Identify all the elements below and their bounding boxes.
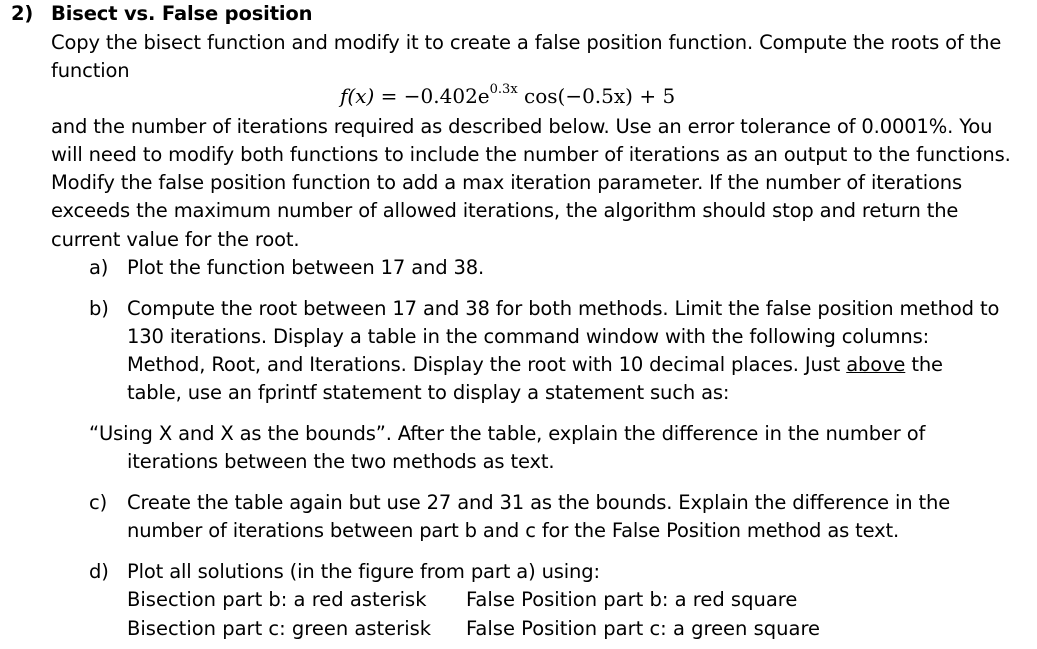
part-c-line-2: number of iterations between part b and c for the False Position method as text. [127, 519, 900, 542]
equation-rest: cos(−0.5x) + 5 [517, 84, 676, 108]
part-b-line-3 [127, 353, 943, 377]
part-b-quote-line-2: iterations between the two methods as text. [127, 450, 555, 473]
part-c-label: c) [89, 491, 108, 514]
part-b-line-3-text: Method, Root, and Iterations. Display the root with 10 decimal places. Just [127, 353, 847, 376]
part-d-label: d) [89, 560, 109, 583]
marker-false-position-c: False Position part c: a green square [466, 617, 821, 640]
equation-equals: = [380, 84, 398, 108]
part-c-line-1: Create the table again but use 27 and 31 as the bounds. Explain the difference in the [127, 491, 951, 514]
part-b-line-2: 130 iterations. Display a table in the command window with the following columns: [127, 325, 930, 348]
body-line-3: Modify the false position function to add a max iteration parameter. If the number of iterations [51, 171, 962, 194]
intro-line-2: function [51, 59, 130, 82]
intro-line-1: Copy the bisect function and modify it to create a false position function. Compute the roots of the [51, 31, 1002, 54]
part-d-text: Plot all solutions (in the figure from part a) using: [127, 560, 600, 583]
part-a-label: a) [89, 256, 109, 279]
part-b-line-1: Compute the root between 17 and 38 for both methods. Limit the false position method to [127, 297, 1000, 320]
equation-lhs: f(x) [340, 84, 375, 108]
equation [340, 84, 675, 108]
problem-title: Bisect vs. False position [51, 2, 313, 25]
part-b-line-3-tail: the [905, 353, 943, 376]
underlined-word: above [846, 353, 906, 376]
problem-number: 2) [11, 2, 34, 25]
equation-coef: −0.402e [403, 84, 490, 108]
equation-exponent: 0.3x [489, 82, 518, 98]
body-line-2: will need to modify both functions to include the number of iterations as an output to the functions. [51, 143, 1011, 166]
body-line-1: and the number of iterations required as described below. Use an error tolerance of 0.0001%. You [51, 115, 993, 138]
part-a-text: Plot the function between 17 and 38. [127, 256, 485, 279]
part-b-line-4: table, use an fprintf statement to display a statement such as: [127, 381, 730, 404]
part-b-quote-line-1: “Using X and X as the bounds”. After the table, explain the difference in the number of [89, 422, 926, 445]
marker-bisection-c: Bisection part c: green asterisk [127, 617, 432, 640]
body-line-5: current value for the root. [51, 228, 300, 251]
marker-bisection-b: Bisection part b: a red asterisk [127, 588, 427, 611]
part-b-label: b) [89, 297, 109, 320]
body-line-4: exceeds the maximum number of allowed iterations, the algorithm should stop and return the [51, 199, 959, 222]
marker-false-position-b: False Position part b: a red square [466, 588, 798, 611]
